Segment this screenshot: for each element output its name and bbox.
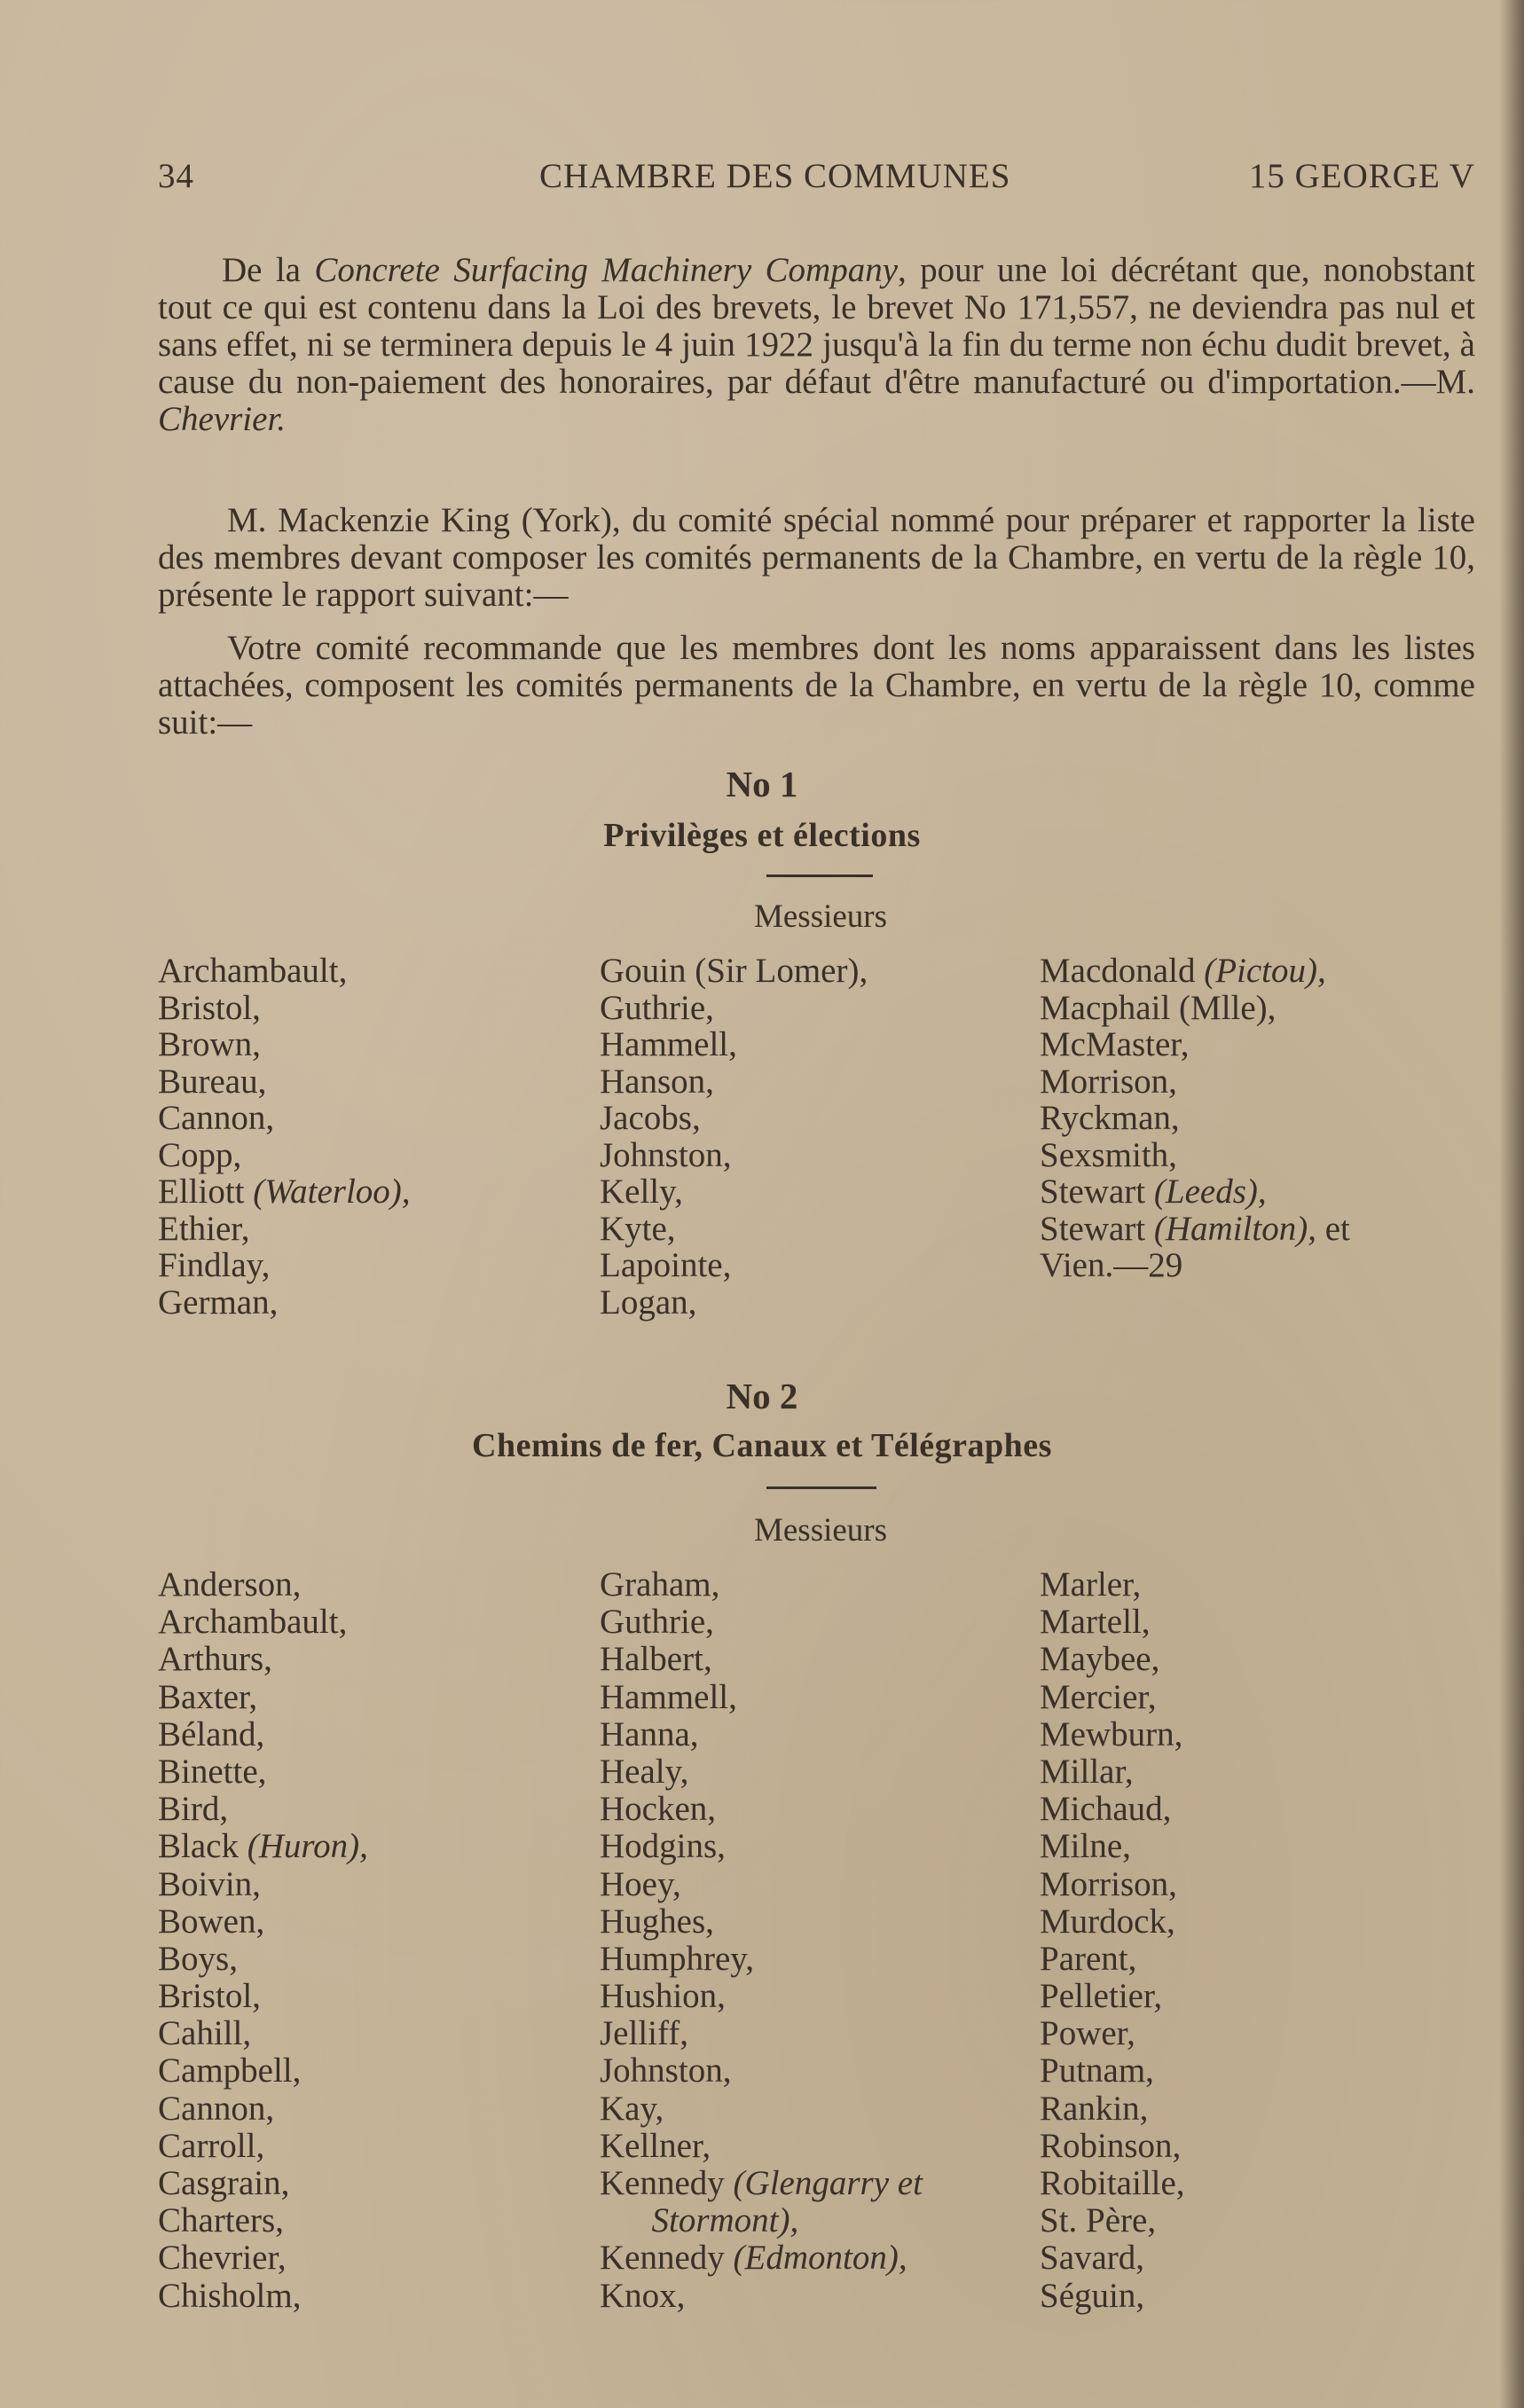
member-entry: [158, 1716, 368, 1753]
member-entry: [1040, 2278, 1185, 2315]
member-name: Charters,: [158, 2201, 284, 2240]
member-entry: [158, 2128, 368, 2165]
committee-1-column-2: [600, 953, 868, 1321]
committee-2-column-1: [158, 1566, 368, 2315]
member-name: Millar,: [1040, 1752, 1134, 1791]
member-entry: [600, 1866, 923, 1903]
member-name: Copp,: [158, 1135, 242, 1174]
member-name: Milne,: [1040, 1827, 1131, 1866]
member-name: Stewart: [1040, 1173, 1154, 1211]
member-entry: [600, 2165, 923, 2202]
member-riding: (Edmonton),: [733, 2239, 907, 2278]
member-entry: [1040, 2128, 1185, 2165]
member-entry: [158, 1173, 411, 1211]
member-name: Séguin,: [1040, 2276, 1145, 2315]
committee-1-title: Privilèges et élections: [603, 817, 921, 854]
member-name: Lapointe,: [600, 1246, 732, 1284]
member-entry: [158, 1866, 368, 1903]
member-name: Parent,: [1040, 1939, 1137, 1978]
member-entry: [1040, 1828, 1185, 1865]
member-entry: [158, 990, 411, 1027]
member-name: Graham,: [600, 1565, 720, 1604]
member-entry: [158, 1284, 411, 1322]
member-entry: [158, 1679, 368, 1716]
member-name: Halbert,: [600, 1640, 712, 1679]
member-name: Robinson,: [1040, 2126, 1182, 2165]
member-entry: [1040, 1247, 1350, 1284]
session-label: 15 GEORGE V: [1248, 157, 1475, 195]
member-entry: [158, 2278, 368, 2315]
member-riding: Stormont),: [651, 2201, 799, 2240]
member-entry: [1040, 2165, 1185, 2202]
member-name: Bristol,: [158, 1977, 261, 2016]
member-entry: [158, 1941, 368, 1978]
member-name: [600, 2201, 652, 2239]
member-name: Macphail (Mlle),: [1040, 988, 1277, 1027]
member-name: Gouin (Sir Lomer),: [600, 952, 868, 990]
member-entry: [600, 1679, 923, 1716]
member-name: Pelletier,: [1040, 1977, 1163, 2016]
member-entry: [1040, 1866, 1185, 1903]
member-entry: [600, 2090, 923, 2128]
member-entry: [600, 1941, 923, 1978]
member-entry: [1040, 1941, 1185, 1978]
member-name: Kyte,: [600, 1209, 676, 1248]
member-entry: [600, 1903, 923, 1941]
member-entry: [158, 1791, 368, 1828]
member-entry: [158, 1641, 368, 1678]
member-name: Mercier,: [1040, 1677, 1157, 1716]
member-name: Chisholm,: [158, 2276, 302, 2315]
member-name: Martell,: [1040, 1603, 1151, 1642]
member-name: Putnam,: [1040, 2051, 1154, 2090]
member-entry: [1040, 2202, 1185, 2239]
member-entry: [1040, 1753, 1185, 1791]
member-name: Boivin,: [158, 1864, 261, 1903]
member-name: Macdonald: [1040, 952, 1205, 990]
company-name: Concrete Surfacing Machinery Company: [314, 251, 899, 289]
member-entry: [158, 2052, 368, 2090]
member-entry: [1040, 1026, 1350, 1063]
member-name: Guthrie,: [600, 1603, 714, 1642]
member-entry: [158, 1604, 368, 1641]
member-entry: [600, 1641, 923, 1678]
member-entry: [600, 2052, 923, 2090]
committee-2-messieurs: Messieurs: [753, 1512, 888, 1549]
member-name: Elliott: [158, 1173, 254, 1211]
member-entry: [158, 2090, 368, 2128]
member-entry: [600, 2128, 923, 2165]
member-name: Hoey,: [600, 1864, 681, 1903]
member-entry: [158, 1903, 368, 1941]
member-name: Murdock,: [1040, 1902, 1175, 1941]
committee-1-column-3: [1040, 953, 1350, 1284]
member-name: Jelliff,: [600, 2014, 689, 2053]
member-entry: [158, 2239, 368, 2277]
committee-2-divider: [766, 1486, 876, 1489]
member-entry: [600, 2278, 923, 2315]
member-entry: [1040, 1791, 1185, 1828]
member-name: Casgrain,: [158, 2164, 290, 2202]
member-entry: [1040, 953, 1350, 990]
committee-2-title: Chemins de fer, Canaux et Télégraphes: [472, 1427, 1052, 1464]
member-name: Archambault,: [158, 952, 348, 990]
member-name: Black: [158, 1827, 247, 1866]
member-name: Stewart: [1040, 1209, 1154, 1248]
member-entry: [1040, 1716, 1185, 1753]
member-name: Power,: [1040, 2014, 1135, 2053]
member-entry: [1040, 1063, 1350, 1101]
member-entry: [600, 1137, 868, 1174]
member-name: Kellner,: [600, 2126, 711, 2165]
petition-body: , pour une loi décrétant que, nonobstant tout ce qui est contenu dans la Loi des brevets, le brevet No 171,557, ne deviendra pas nul et sans effet, ni se terminera depuis le 4 juin 1922 jusqu'à la fin du terme non échu dudit brevet, à cause du non-paiement des honoraires, par défaut d'être manufacturé ou d'importation.—M.: [158, 251, 1475, 401]
member-entry: [600, 1284, 868, 1322]
member-name: Bureau,: [158, 1062, 267, 1101]
committee-1-divider: [766, 875, 873, 877]
member-entry: [158, 2202, 368, 2239]
member-name: Logan,: [600, 1282, 697, 1322]
member-name: Marler,: [1040, 1565, 1142, 1604]
committee-2-column-2: [600, 1566, 923, 2315]
member-entry: [600, 2202, 923, 2239]
member-name: Maybee,: [1040, 1640, 1160, 1679]
member-name: Rankin,: [1040, 2089, 1149, 2128]
member-name: Anderson,: [158, 1565, 302, 1604]
member-entry: [158, 1026, 411, 1063]
member-name: Cannon,: [158, 1099, 275, 1137]
member-entry: [600, 1247, 868, 1284]
committee-2-number: No 2: [726, 1376, 798, 1416]
member-entry: [1040, 1100, 1350, 1137]
member-name: Savard,: [1040, 2239, 1145, 2278]
member-name: Morrison,: [1040, 1864, 1177, 1903]
member-name: Hanson,: [600, 1062, 714, 1101]
member-name: Bowen,: [158, 1902, 265, 1941]
recommendation-paragraph: [158, 630, 1475, 741]
member-name: Campbell,: [158, 2051, 302, 2090]
member-name: Findlay,: [158, 1246, 271, 1284]
member-entry: [1040, 1137, 1350, 1174]
member-entry: [158, 1211, 411, 1248]
member-name: Ryckman,: [1040, 1099, 1180, 1137]
member-name: Vien.—29: [1040, 1246, 1183, 1284]
petition-paragraph: [158, 252, 1475, 438]
member-name: Michaud,: [1040, 1790, 1172, 1829]
member-name: Baxter,: [158, 1677, 258, 1716]
member-name: Healy,: [600, 1752, 689, 1791]
member-name: Knox,: [600, 2276, 686, 2315]
member-entry: [1040, 990, 1350, 1027]
member-name: Johnston,: [600, 2051, 732, 2090]
member-entry: [158, 1137, 411, 1174]
member-entry: [600, 1791, 923, 1828]
member-entry: [158, 2165, 368, 2202]
member-entry: [158, 1978, 368, 2015]
member-name: Jacobs,: [600, 1099, 701, 1137]
member-entry: [1040, 1566, 1185, 1604]
member-entry: [600, 1100, 868, 1137]
member-entry: [600, 2015, 923, 2052]
member-name: Chevrier,: [158, 2239, 287, 2278]
member-entry: [600, 1828, 923, 1865]
member-name: St. Père,: [1040, 2201, 1157, 2240]
member-name: Morrison,: [1040, 1062, 1177, 1101]
member-entry: [1040, 1903, 1185, 1941]
member-name: Hocken,: [600, 1790, 717, 1829]
member-name: Cahill,: [158, 2014, 252, 2053]
member-name: Hodgins,: [600, 1827, 726, 1866]
member-entry: [1040, 2015, 1185, 2052]
member-name: Arthurs,: [158, 1640, 272, 1679]
committee-1-messieurs: Messieurs: [753, 898, 888, 935]
report-intro-paragraph: [158, 502, 1475, 614]
member-entry: [1040, 2239, 1185, 2277]
member-entry: [1040, 1641, 1185, 1678]
petition-intro: De la: [222, 251, 315, 289]
member-entry: [600, 990, 868, 1027]
member-entry: [600, 1604, 923, 1641]
member-name: Béland,: [158, 1714, 265, 1753]
member-entry: [600, 1063, 868, 1101]
member-name: Sexsmith,: [1040, 1135, 1177, 1174]
committee-1-number: No 1: [726, 764, 798, 804]
running-title: CHAMBRE DES COMMUNES: [539, 157, 1011, 195]
member-entry: [158, 1753, 368, 1791]
member-entry: [1040, 2090, 1185, 2128]
member-entry: [600, 1173, 868, 1211]
member-entry: [600, 1026, 868, 1063]
member-name: Kelly,: [600, 1173, 683, 1211]
member-entry: [1040, 2052, 1185, 2090]
member-entry: [1040, 1679, 1185, 1716]
member-name: Kennedy: [600, 2164, 734, 2202]
member-name: Robitaille,: [1040, 2164, 1185, 2202]
member-name: Boys,: [158, 1939, 238, 1978]
member-riding: (Glengarry et: [733, 2164, 923, 2202]
member-riding: (Leeds),: [1153, 1173, 1267, 1211]
member-name: Archambault,: [158, 1603, 348, 1642]
committee-2-column-3: [1040, 1566, 1185, 2315]
recommendation-text: Votre comité recommande que les membres dont les noms apparaissent dans les listes attachées, composent les comités permanents de la Chambre, en vertu de la règle 10, comme suit:—: [158, 629, 1475, 741]
member-suffix: et: [1316, 1209, 1350, 1248]
member-entry: [158, 1247, 411, 1284]
member-name: Ethier,: [158, 1209, 250, 1248]
member-riding: (Huron),: [247, 1827, 368, 1866]
member-entry: [158, 2015, 368, 2052]
member-entry: [600, 953, 868, 990]
committee-1-column-1: [158, 953, 411, 1321]
member-entry: [1040, 1211, 1350, 1248]
member-entry: [1040, 1604, 1185, 1641]
member-entry: [158, 1828, 368, 1865]
report-intro-text: M. Mackenzie King (York), du comité spécial nommé pour préparer et rapporter la liste des membres devant composer les comités permanents de la Chambre, en vertu de la règle 10, présente le rapport suivant:—: [158, 501, 1475, 614]
member-entry: [158, 1100, 411, 1137]
member-name: Guthrie,: [600, 988, 714, 1027]
member-name: Kennedy: [600, 2239, 734, 2278]
member-name: Humphrey,: [600, 1939, 755, 1978]
member-name: Johnston,: [600, 1135, 732, 1174]
member-entry: [600, 1978, 923, 2015]
member-entry: [158, 1566, 368, 1604]
member-name: Bristol,: [158, 988, 261, 1027]
member-entry: [600, 1753, 923, 1791]
member-entry: [158, 1063, 411, 1101]
member-name: Hushion,: [600, 1977, 726, 2016]
member-entry: [600, 1716, 923, 1753]
member-name: McMaster,: [1040, 1025, 1190, 1063]
page-edge-shadow: [1499, 0, 1524, 2408]
member-name: Mewburn,: [1040, 1714, 1183, 1753]
member-riding: (Hamilton),: [1153, 1209, 1316, 1248]
member-name: Hanna,: [600, 1714, 699, 1753]
member-name: Hammell,: [600, 1025, 737, 1063]
member-entry: [600, 1211, 868, 1248]
member-name: Hammell,: [600, 1677, 737, 1716]
member-name: Binette,: [158, 1752, 267, 1791]
member-name: Carroll,: [158, 2126, 265, 2165]
member-riding: (Pictou),: [1204, 952, 1326, 990]
member-entry: [600, 1566, 923, 1604]
member-name: Kay,: [600, 2089, 664, 2128]
member-entry: [1040, 1978, 1185, 2015]
sponsor-name: Chevrier.: [158, 400, 287, 438]
member-name: German,: [158, 1282, 279, 1322]
member-name: Cannon,: [158, 2089, 275, 2128]
member-riding: (Waterloo),: [253, 1173, 411, 1211]
member-name: Hughes,: [600, 1902, 714, 1941]
page-header: [158, 149, 1475, 202]
member-entry: [600, 2239, 923, 2277]
member-name: Brown,: [158, 1025, 261, 1063]
member-entry: [1040, 1173, 1350, 1211]
page-number: 34: [158, 157, 194, 195]
member-name: Bird,: [158, 1790, 229, 1829]
member-entry: [158, 953, 411, 990]
